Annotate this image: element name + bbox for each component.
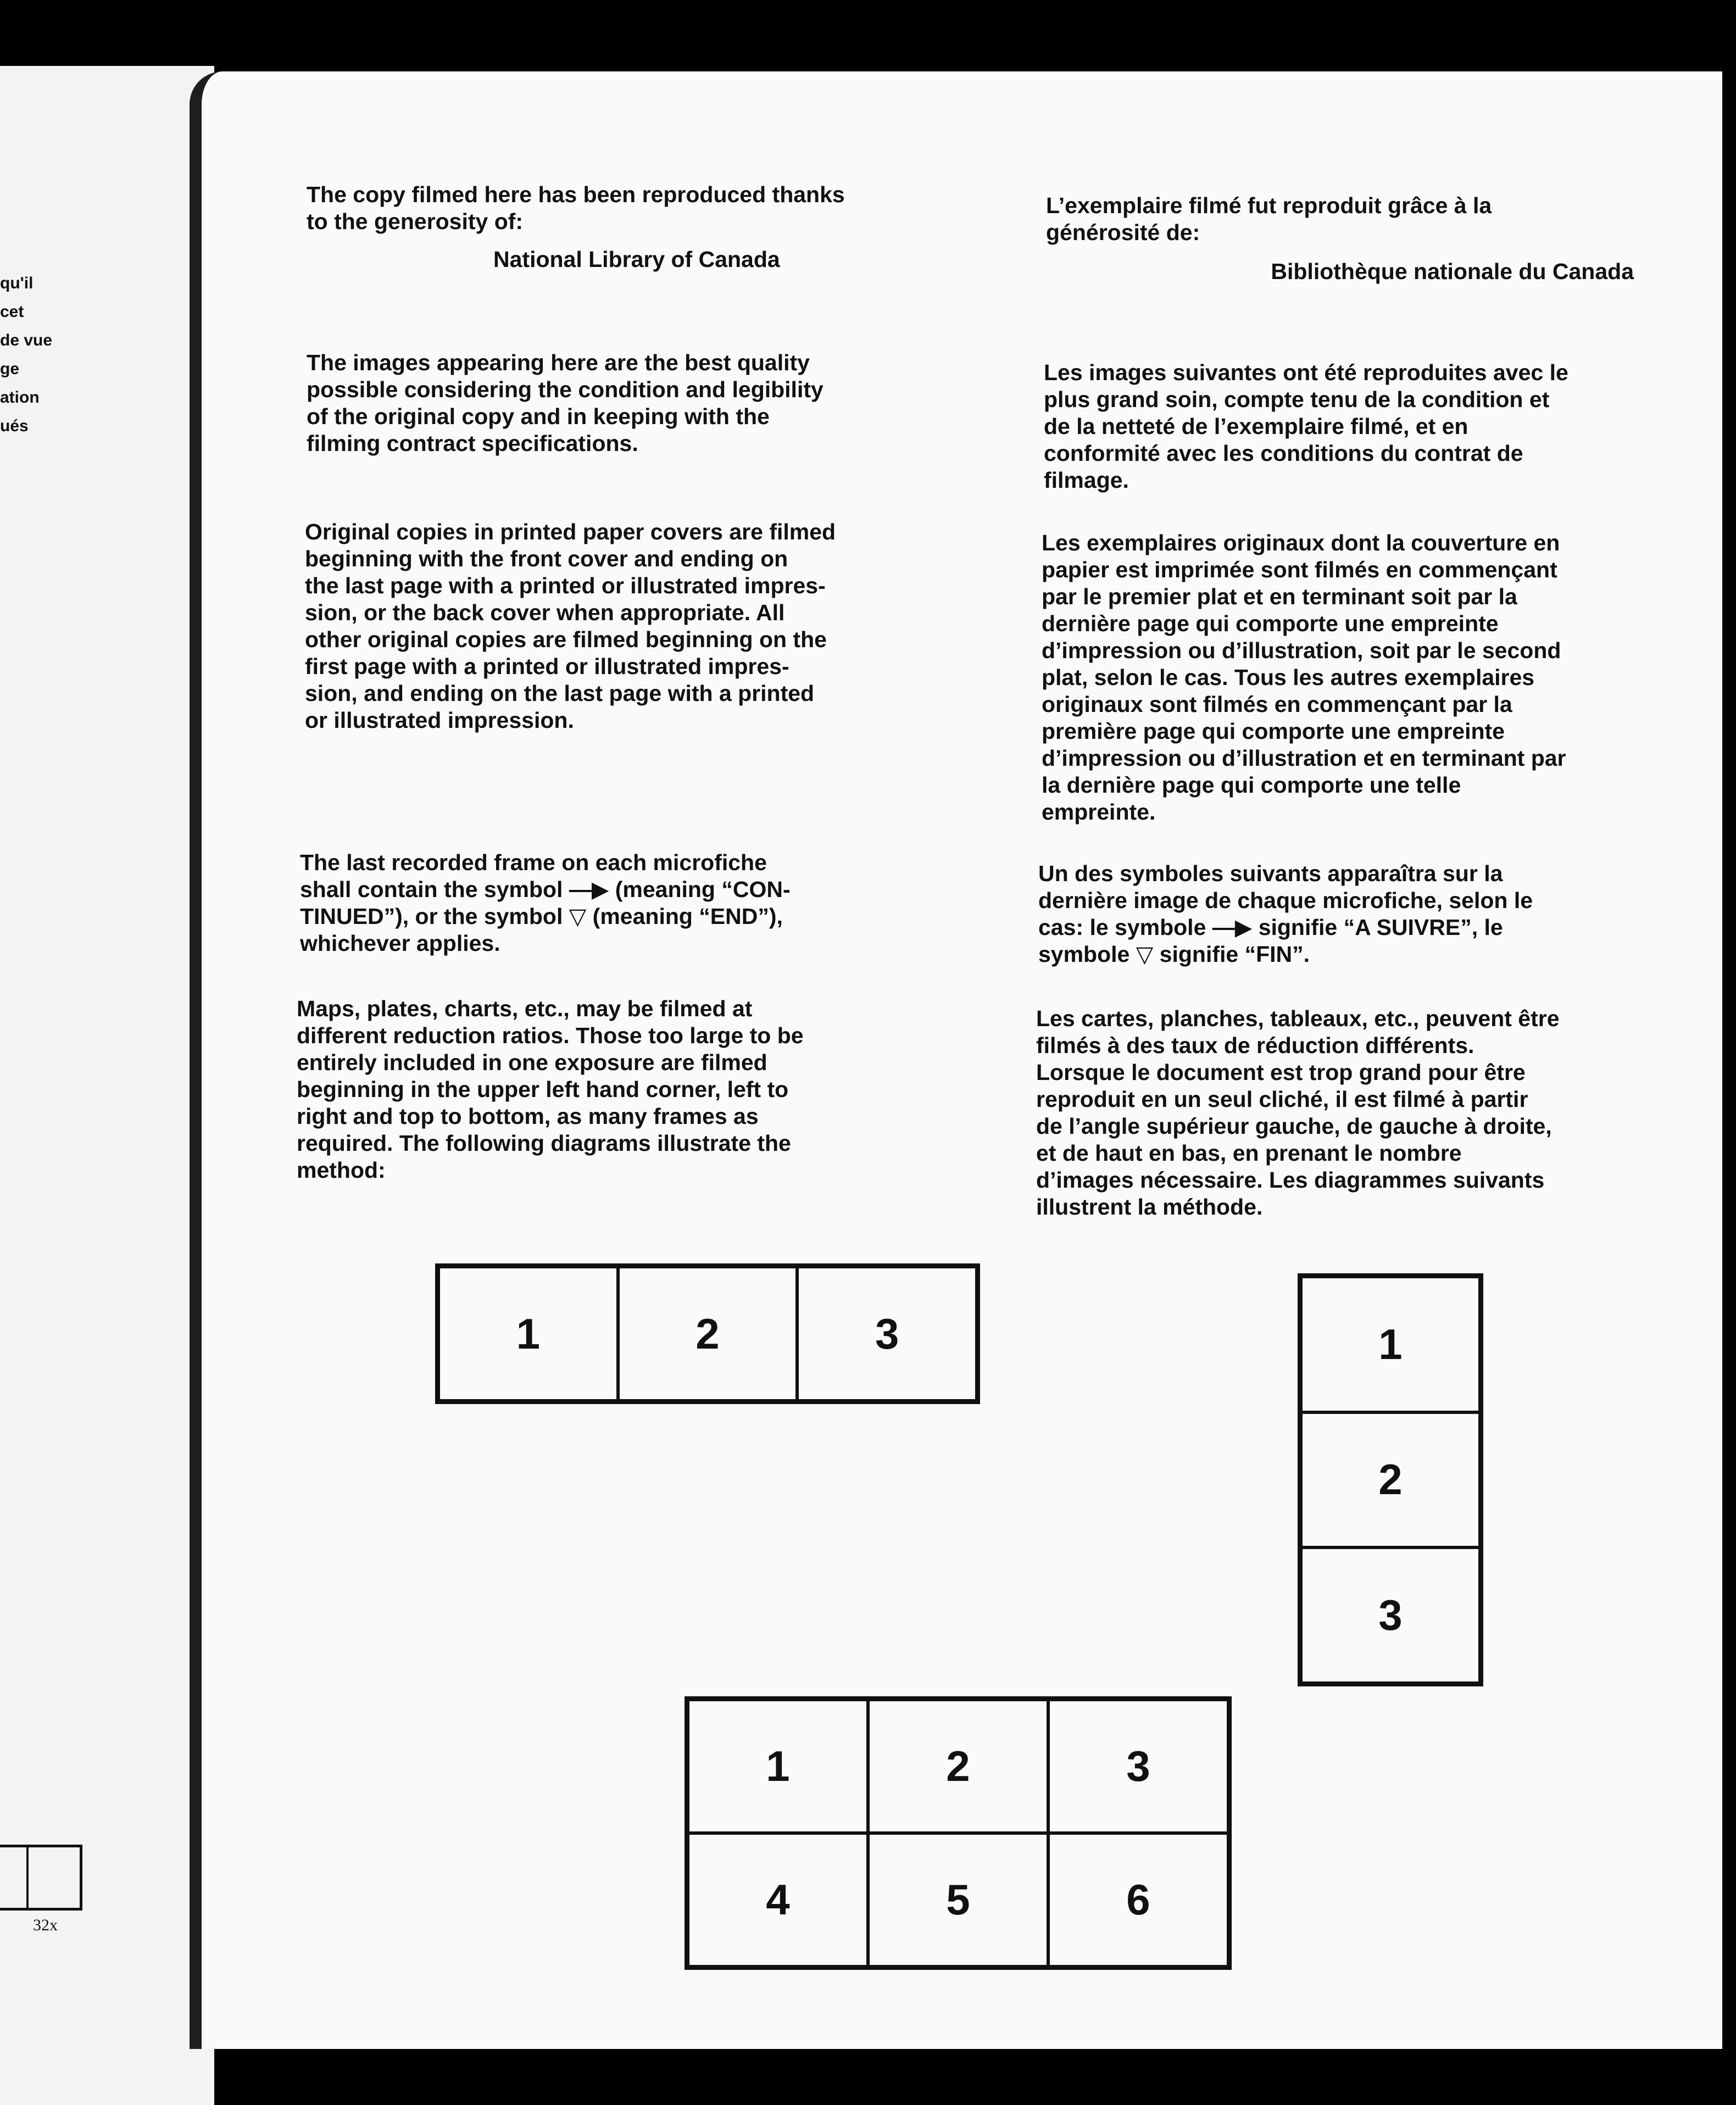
frame-cell: 3 <box>1048 1700 1228 1833</box>
paragraph-text: Maps, plates, charts, etc., may be filmed at different reduction ratios. Those too large to be entirely included in one exposure are filmed beginning in the upper left hand corner, left to right and top to bottom, as many frames as required. The following diagrams illustrate the method: <box>297 996 804 1183</box>
french-institution: Bibliothèque nationale du Canada <box>1271 259 1634 284</box>
paragraph-text: Les exemplaires originaux dont la couverture en papier est imprimée sont filmés en commençant par le premier plat et en terminant soit par la dernière page qui comporte une empreinte d’impression ou d’illustration, soit par le second plat, selon le cas. Tous les autres exemplaires originaux sont filmés en commençant par la première page qui comporte une empreinte d’impression ou d’illustration et en terminant par la dernière page qui comporte une telle empreinte. <box>1042 530 1566 825</box>
fragment-line: de vue <box>0 331 53 349</box>
fragment-line: ge <box>0 360 20 378</box>
french-column <box>1046 192 1634 285</box>
paragraph-text: Original copies in printed paper covers are filmed beginning with the front cover and ending on the last page with a printed or illustrated impres- sion, or the back cover when appropriate. All other original copies are filmed beginning on the first page with a printed or illustrated impres- sion, and ending on the last page with a printed or illustrated impression. <box>305 519 836 733</box>
frame-cell: 1 <box>438 1267 618 1401</box>
frame-cell: 1 <box>1301 1277 1480 1412</box>
frame-cell: 2 <box>618 1267 798 1401</box>
horizontal-frame-diagram <box>435 1263 980 1404</box>
paragraph-text: The last recorded frame on each microfiche shall contain the symbol —▶ (meaning “CON- TINUED”), or the symbol ▽ (meaning “END”), whichever applies. <box>300 850 791 956</box>
french-intro: L’exemplaire filmé fut reproduit grâce à la générosité de: <box>1046 193 1492 245</box>
previous-page-text <box>0 269 88 441</box>
frame-cell: 2 <box>868 1700 1048 1833</box>
paragraph-text: Les cartes, planches, tableaux, etc., peuvent être filmés à des taux de réduction différents. Lorsque le document est trop grand pour être reproduit en un seul cliché, il est filmé à partir de l’angle supérieur gauche, de gauche à droite, et de haut en bas, en prenant le nombre d’images nécessaire. Les diagrammes suivants illustrent la méthode. <box>1036 1006 1560 1219</box>
frame-cell: 2 <box>1301 1412 1480 1548</box>
frame-cell: 6 <box>1048 1833 1228 1967</box>
english-quality-paragraph <box>307 349 944 457</box>
english-covers-paragraph <box>305 519 942 734</box>
english-maps-paragraph <box>297 995 934 1184</box>
frame-cell: 4 <box>688 1833 868 1967</box>
paragraph-text: The images appearing here are the best quality possible considering the condition and legibility of the original copy and in keeping with the filming contract specifications. <box>307 350 824 456</box>
frame-cell: 3 <box>797 1267 977 1401</box>
english-institution: National Library of Canada <box>493 247 780 272</box>
fragment-line: ués <box>0 417 29 435</box>
frame-cell: 3 <box>1301 1547 1480 1683</box>
fragment-line: qu'il <box>0 274 34 292</box>
french-covers-paragraph <box>1042 530 1640 826</box>
english-symbol-paragraph <box>300 849 937 957</box>
french-quality-paragraph <box>1044 359 1637 494</box>
english-intro: The copy filmed here has been reproduced thanks to the generosity of: <box>307 182 845 234</box>
english-column <box>307 181 944 273</box>
paragraph-text: Un des symboles suivants apparaîtra sur la dernière image de chaque microfiche, selon le cas: le symbole —▶ signifie “A SUIVRE”, le symbole ▽ signifie “FIN”. <box>1038 861 1533 967</box>
reduction-box-fragment <box>0 1845 82 1911</box>
frame-cell: 1 <box>688 1700 868 1833</box>
reduction-label: 32x <box>33 1916 58 1934</box>
vertical-frame-diagram <box>1298 1273 1483 1686</box>
fragment-line: ation <box>0 388 40 406</box>
frame-cell: 5 <box>868 1833 1048 1967</box>
french-maps-paragraph <box>1036 1005 1635 1221</box>
paragraph-text: Les images suivantes ont été reproduites avec le plus grand soin, compte tenu de la condition et de la netteté de l’exemplaire filmé, et en conformité avec les conditions du contrat de filmage. <box>1044 360 1568 493</box>
fragment-line: cet <box>0 303 24 321</box>
grid-frame-diagram <box>685 1696 1232 1970</box>
french-symbol-paragraph <box>1038 860 1637 968</box>
